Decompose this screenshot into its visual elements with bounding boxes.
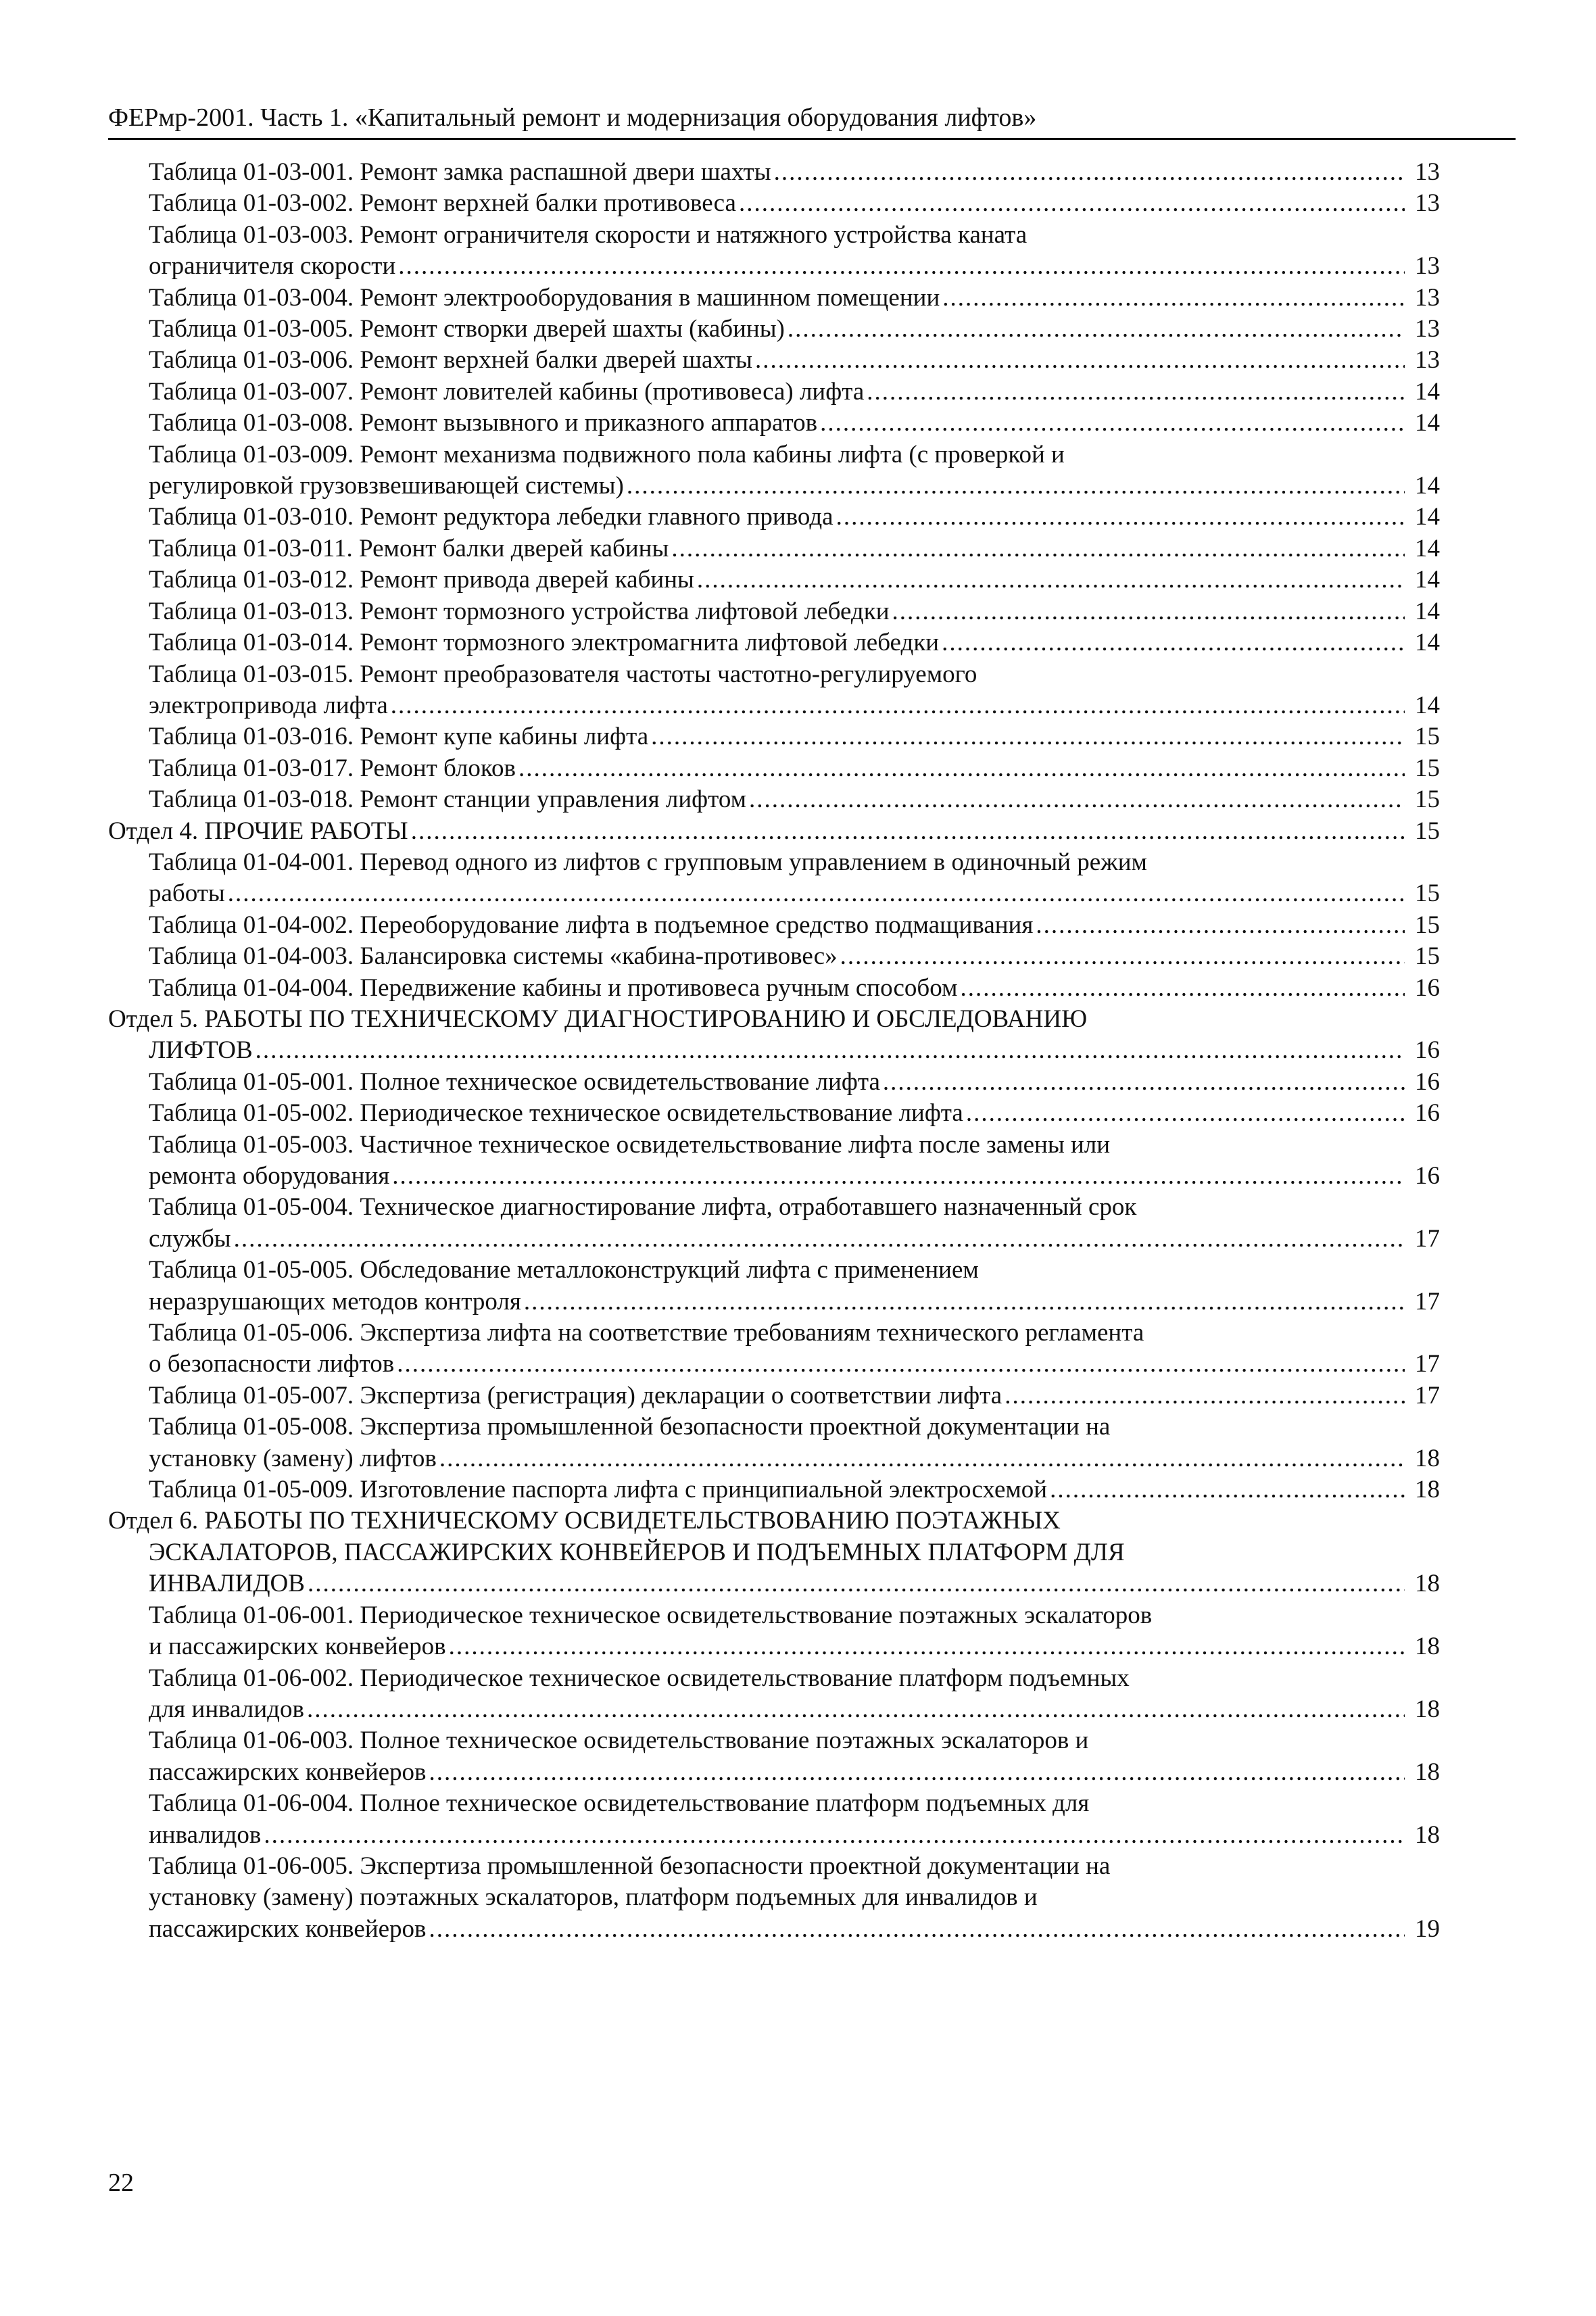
toc-page-number: 17: [1415, 1350, 1440, 1378]
toc-entry-line: [149, 345, 1440, 376]
toc-entry-line: [149, 1098, 1440, 1129]
toc-entry-line: Таблица 01-03-015. Ремонт преобразователя частоты частотно-регулируемого: [149, 660, 977, 688]
toc-entry-line: Таблица 01-05-008. Экспертиза промышленной безопасности проектной документации на: [149, 1413, 1111, 1441]
toc-entry-line: [149, 721, 1440, 752]
toc-entry-title: Таблица 01-03-007. Ремонт ловителей кабины (противовеса) лифта: [149, 377, 865, 406]
toc-page-number: 13: [1415, 346, 1440, 375]
toc-page-number: 14: [1415, 503, 1440, 531]
toc-table-entry: [108, 1412, 1440, 1474]
toc-entry-line: [149, 753, 1440, 784]
dot-leader: [439, 1443, 1405, 1474]
toc-table-entry: [108, 1600, 1440, 1663]
toc-page-number: 18: [1415, 1444, 1440, 1472]
toc-entry-title: службы: [149, 1224, 231, 1253]
toc-page-number: 17: [1415, 1224, 1440, 1253]
toc-entry-line: [149, 690, 1440, 721]
dot-leader: [697, 564, 1405, 596]
dot-leader: [256, 1035, 1405, 1066]
toc-table-entry: [108, 973, 1440, 1004]
toc-table-entry: [108, 220, 1440, 283]
toc-entry-title: о безопасности лифтов: [149, 1350, 395, 1378]
toc-table-entry: [108, 1663, 1440, 1726]
toc-entry-title: Таблица 01-04-002. Переоборудование лифта в подъемное средство подмащивания: [149, 911, 1034, 939]
toc-entry-line: [149, 596, 1440, 627]
toc-table-entry: [108, 439, 1440, 502]
toc-table-entry: [108, 1380, 1440, 1412]
toc-page-number: 17: [1415, 1287, 1440, 1316]
toc-entry-title: Таблица 01-03-013. Ремонт тормозного устройства лифтовой лебедки: [149, 597, 890, 625]
toc-entry-title: ИНВАЛИДОВ: [149, 1570, 305, 1598]
toc-entry-line: Таблица 01-05-004. Техническое диагностирование лифта, отработавшего назначенный срок: [149, 1193, 1137, 1222]
toc-entry-line: установку (замену) поэтажных эскалаторов, платформ подъемных для инвалидов и: [149, 1883, 1038, 1912]
toc-table-entry: [108, 1318, 1440, 1380]
toc-entry-line: [149, 251, 1440, 282]
toc-page-number: 15: [1415, 786, 1440, 814]
dot-leader: [627, 471, 1405, 502]
toc-entry-title: пассажирских конвейеров: [149, 1758, 427, 1786]
toc-page-number: 19: [1415, 1914, 1440, 1943]
toc-entry-line: Таблица 01-03-003. Ремонт ограничителя скорости и натяжного устройства каната: [149, 220, 1027, 249]
toc-table-entry: [108, 377, 1440, 408]
dot-leader: [867, 377, 1405, 408]
toc-entry-line: [149, 1474, 1440, 1505]
toc-entry-title: электропривода лифта: [149, 691, 388, 719]
toc-entry-line: [149, 1224, 1440, 1255]
toc-section-entry: [108, 1004, 1440, 1067]
toc-page-number: 16: [1415, 1036, 1440, 1065]
toc-entry-line: [108, 816, 1440, 847]
dot-leader: [755, 345, 1405, 376]
dot-leader: [892, 596, 1405, 627]
toc-page-number: 16: [1415, 1099, 1440, 1128]
toc-page-number: 14: [1415, 534, 1440, 562]
toc-entry-line: Таблица 01-06-004. Полное техническое освидетельствование платформ подъемных для: [149, 1789, 1090, 1818]
dot-leader: [398, 251, 1405, 282]
toc-entry-title: Таблица 01-04-003. Балансировка системы «кабина-противовес»: [149, 942, 838, 971]
toc-table-entry: [108, 345, 1440, 376]
dot-leader: [524, 1286, 1405, 1318]
toc-entry-line: [149, 973, 1440, 1004]
dot-leader: [518, 753, 1405, 784]
toc-page-number: 18: [1415, 1758, 1440, 1786]
toc-entry-line: [149, 157, 1440, 188]
toc-entry-line: [149, 377, 1440, 408]
toc-entry-line: [149, 1694, 1440, 1725]
toc-entry-title: Таблица 01-03-010. Ремонт редуктора лебедки главного привода: [149, 503, 833, 531]
toc-entry-title: установку (замену) лифтов: [149, 1444, 437, 1472]
toc-entry-line: [149, 1820, 1440, 1851]
toc-page-number: 18: [1415, 1820, 1440, 1849]
toc-entry-title: Таблица 01-03-002. Ремонт верхней балки противовеса: [149, 189, 736, 218]
toc-entry-line: [149, 408, 1440, 439]
toc-entry-line: [149, 1286, 1440, 1318]
toc-page-number: 13: [1415, 252, 1440, 281]
toc-table-entry: [108, 564, 1440, 596]
dot-leader: [840, 941, 1405, 972]
dot-leader: [820, 408, 1405, 439]
dot-leader: [836, 502, 1405, 533]
dot-leader: [942, 627, 1405, 658]
toc-entry-line: ЭСКАЛАТОРОВ, ПАССАЖИРСКИХ КОНВЕЙЕРОВ И ПОДЪЕМНЫХ ПЛАТФОРМ ДЛЯ: [149, 1538, 1125, 1566]
toc-entry-line: [149, 564, 1440, 596]
toc-entry-line: [149, 533, 1440, 564]
toc-page-number: 18: [1415, 1633, 1440, 1661]
toc-entry-line: [149, 283, 1440, 314]
running-header: ФЕРмр-2001. Часть 1. «Капитальный ремонт и модернизация оборудования лифтов»: [108, 103, 1037, 132]
toc-entry-line: [149, 502, 1440, 533]
dot-leader: [651, 721, 1405, 752]
toc-entry-title: Таблица 01-03-005. Ремонт створки дверей шахты (кабины): [149, 315, 785, 343]
dot-leader: [392, 1161, 1405, 1192]
toc-entry-line: Таблица 01-06-003. Полное техническое освидетельствование поэтажных эскалаторов и: [149, 1727, 1089, 1755]
toc-section-entry: [108, 816, 1440, 847]
dot-leader: [966, 1098, 1405, 1129]
toc-entry-line: [149, 1067, 1440, 1098]
dot-leader: [308, 1568, 1405, 1599]
toc-table-entry: [108, 659, 1440, 722]
toc-entry-title: Таблица 01-03-006. Ремонт верхней балки дверей шахты: [149, 346, 753, 375]
toc-entry-line: [149, 1161, 1440, 1192]
toc-entry-line: Отдел 6. РАБОТЫ ПО ТЕХНИЧЕСКОМУ ОСВИДЕТЕЛЬСТВОВАНИЮ ПОЭТАЖНЫХ: [108, 1507, 1061, 1535]
page-number: 22: [108, 2169, 134, 2197]
dot-leader: [671, 533, 1405, 564]
toc-entry-title: работы: [149, 879, 225, 908]
toc-page-number: 15: [1415, 817, 1440, 845]
dot-leader: [749, 784, 1405, 815]
toc-table-entry: [108, 1788, 1440, 1851]
toc-page-number: 13: [1415, 283, 1440, 312]
toc-entry-line: Таблица 01-06-001. Периодическое техническое освидетельствование поэтажных эскалаторов: [149, 1601, 1153, 1629]
dot-leader: [883, 1067, 1405, 1098]
toc-entry-title: и пассажирских конвейеров: [149, 1633, 446, 1661]
toc-entry-title: Таблица 01-03-001. Ремонт замка распашной двери шахты: [149, 158, 771, 186]
toc-table-entry: [108, 408, 1440, 439]
toc-page-number: 18: [1415, 1570, 1440, 1598]
toc-entry-line: [108, 1035, 1440, 1066]
toc-entry-line: Таблица 01-06-002. Периодическое техническое освидетельствование платформ подъемных: [149, 1664, 1130, 1692]
dot-leader: [1005, 1380, 1405, 1412]
toc-entry-line: [149, 1349, 1440, 1380]
toc-entry-title: Таблица 01-05-002. Периодическое техническое освидетельствование лифта: [149, 1099, 963, 1128]
toc-table-entry: [108, 1130, 1440, 1192]
toc-table-entry: [108, 157, 1440, 188]
toc-entry-title: Таблица 01-03-011. Ремонт балки дверей кабины: [149, 534, 669, 562]
toc-table-entry: [108, 784, 1440, 815]
toc-entry-title: Таблица 01-05-009. Изготовление паспорта лифта с принципиальной электросхемой: [149, 1476, 1048, 1504]
toc-entry-line: Таблица 01-05-006. Экспертиза лифта на соответствие требованиям технического регламента: [149, 1319, 1144, 1347]
toc-table-entry: [108, 1067, 1440, 1098]
toc-entry-line: [149, 627, 1440, 658]
toc-entry-line: Таблица 01-06-005. Экспертиза промышленной безопасности проектной документации на: [149, 1852, 1111, 1880]
toc-entry-title: Таблица 01-03-008. Ремонт вызывного и приказного аппаратов: [149, 409, 818, 437]
toc-page-number: 15: [1415, 754, 1440, 782]
dot-leader: [449, 1631, 1405, 1662]
toc-table-entry: [108, 1474, 1440, 1505]
toc-section-entry: [108, 1505, 1440, 1599]
toc-entry-title: ограничителя скорости: [149, 252, 396, 281]
toc-entry-title: Таблица 01-03-004. Ремонт электрооборудования в машинном помещении: [149, 283, 940, 312]
dot-leader: [429, 1757, 1405, 1788]
toc-table-entry: [108, 1255, 1440, 1318]
toc-entry-line: [149, 910, 1440, 941]
toc-entry-title: пассажирских конвейеров: [149, 1914, 427, 1943]
toc-entry-line: [149, 1443, 1440, 1474]
toc-entry-line: [149, 1380, 1440, 1412]
toc-entry-title: неразрушающих методов контроля: [149, 1287, 521, 1316]
toc-page-number: 17: [1415, 1381, 1440, 1409]
toc-page-number: 13: [1415, 189, 1440, 218]
toc-page-number: 14: [1415, 566, 1440, 594]
toc-entry-line: [149, 471, 1440, 502]
toc-table-entry: [108, 283, 1440, 314]
toc-entry-line: [149, 188, 1440, 219]
toc-entry-title: ЛИФТОВ: [149, 1036, 253, 1065]
toc-entry-line: [149, 784, 1440, 815]
toc-table-entry: [108, 847, 1440, 910]
toc-table-entry: [108, 314, 1440, 345]
toc-table-entry: [108, 1725, 1440, 1788]
toc-page-number: 13: [1415, 158, 1440, 186]
toc-table-entry: [108, 1851, 1440, 1945]
toc-page-number: 14: [1415, 377, 1440, 406]
toc-entry-title: регулировкой грузовзвешивающей системы): [149, 472, 624, 500]
toc-entry-title: Таблица 01-04-004. Передвижение кабины и противовеса ручным способом: [149, 973, 958, 1002]
toc-page-number: 18: [1415, 1695, 1440, 1723]
toc-entry-line: [149, 1631, 1440, 1662]
dot-leader: [774, 157, 1405, 188]
toc-page-number: 16: [1415, 973, 1440, 1002]
toc-page-number: 14: [1415, 409, 1440, 437]
dot-leader: [429, 1914, 1405, 1945]
table-of-contents: [108, 157, 1440, 1945]
dot-leader: [397, 1349, 1405, 1380]
toc-entry-line: [149, 1914, 1440, 1945]
toc-entry-title: Таблица 01-05-007. Экспертиза (регистрация) декларации о соответствии лифта: [149, 1381, 1002, 1409]
dot-leader: [307, 1694, 1405, 1725]
dot-leader: [1050, 1474, 1405, 1505]
toc-entry-title: Отдел 4. ПРОЧИЕ РАБОТЫ: [108, 817, 408, 845]
toc-page-number: 13: [1415, 315, 1440, 343]
dot-leader: [228, 878, 1405, 909]
dot-leader: [960, 973, 1405, 1004]
toc-table-entry: [108, 721, 1440, 752]
toc-page-number: 15: [1415, 723, 1440, 751]
header-rule: [108, 138, 1516, 140]
toc-entry-line: [149, 314, 1440, 345]
toc-table-entry: [108, 533, 1440, 564]
toc-entry-title: для инвалидов: [149, 1695, 304, 1723]
toc-entry-line: [108, 1568, 1440, 1599]
toc-entry-line: Таблица 01-05-005. Обследование металлоконструкций лифта с применением: [149, 1256, 979, 1284]
dot-leader: [739, 188, 1405, 219]
toc-entry-title: Таблица 01-03-017. Ремонт блоков: [149, 754, 516, 782]
toc-table-entry: [108, 753, 1440, 784]
dot-leader: [391, 690, 1405, 721]
toc-entry-line: Таблица 01-05-003. Частичное техническое освидетельствование лифта после замены или: [149, 1130, 1111, 1159]
toc-entry-line: [149, 941, 1440, 972]
toc-page-number: 14: [1415, 472, 1440, 500]
toc-page-number: 16: [1415, 1162, 1440, 1190]
toc-entry-title: Таблица 01-05-001. Полное техническое освидетельствование лифта: [149, 1067, 880, 1096]
toc-page-number: 16: [1415, 1067, 1440, 1096]
toc-page-number: 14: [1415, 691, 1440, 719]
toc-table-entry: [108, 596, 1440, 627]
toc-entry-title: Таблица 01-03-014. Ремонт тормозного электромагнита лифтовой лебедки: [149, 629, 940, 657]
toc-entry-title: ремонта оборудования: [149, 1162, 390, 1190]
toc-table-entry: [108, 188, 1440, 219]
toc-page-number: 14: [1415, 629, 1440, 657]
toc-entry-line: [149, 1757, 1440, 1788]
dot-leader: [264, 1820, 1405, 1851]
toc-entry-line: Таблица 01-04-001. Перевод одного из лифтов с групповым управлением в одиночный режим: [149, 848, 1147, 876]
toc-page-number: 18: [1415, 1476, 1440, 1504]
toc-table-entry: [108, 502, 1440, 533]
dot-leader: [942, 283, 1405, 314]
toc-entry-title: Таблица 01-03-016. Ремонт купе кабины лифта: [149, 723, 649, 751]
toc-entry-line: [149, 878, 1440, 909]
toc-entry-title: Таблица 01-03-018. Ремонт станции управления лифтом: [149, 786, 747, 814]
toc-table-entry: [108, 941, 1440, 972]
toc-table-entry: [108, 1098, 1440, 1129]
toc-table-entry: [108, 627, 1440, 658]
toc-entry-title: Таблица 01-03-012. Ремонт привода дверей кабины: [149, 566, 694, 594]
toc-entry-line: Таблица 01-03-009. Ремонт механизма подвижного пола кабины лифта (с проверкой и: [149, 440, 1065, 468]
toc-entry-title: инвалидов: [149, 1820, 262, 1849]
toc-table-entry: [108, 910, 1440, 941]
toc-entry-line: Отдел 5. РАБОТЫ ПО ТЕХНИЧЕСКОМУ ДИАГНОСТИРОВАНИЮ И ОБСЛЕДОВАНИЮ: [108, 1005, 1088, 1033]
toc-table-entry: [108, 1192, 1440, 1255]
dot-leader: [234, 1224, 1405, 1255]
dot-leader: [411, 816, 1405, 847]
toc-page-number: 15: [1415, 879, 1440, 908]
dot-leader: [1036, 910, 1405, 941]
toc-page-number: 14: [1415, 597, 1440, 625]
toc-page-number: 15: [1415, 911, 1440, 939]
toc-page-number: 15: [1415, 942, 1440, 971]
dot-leader: [788, 314, 1405, 345]
